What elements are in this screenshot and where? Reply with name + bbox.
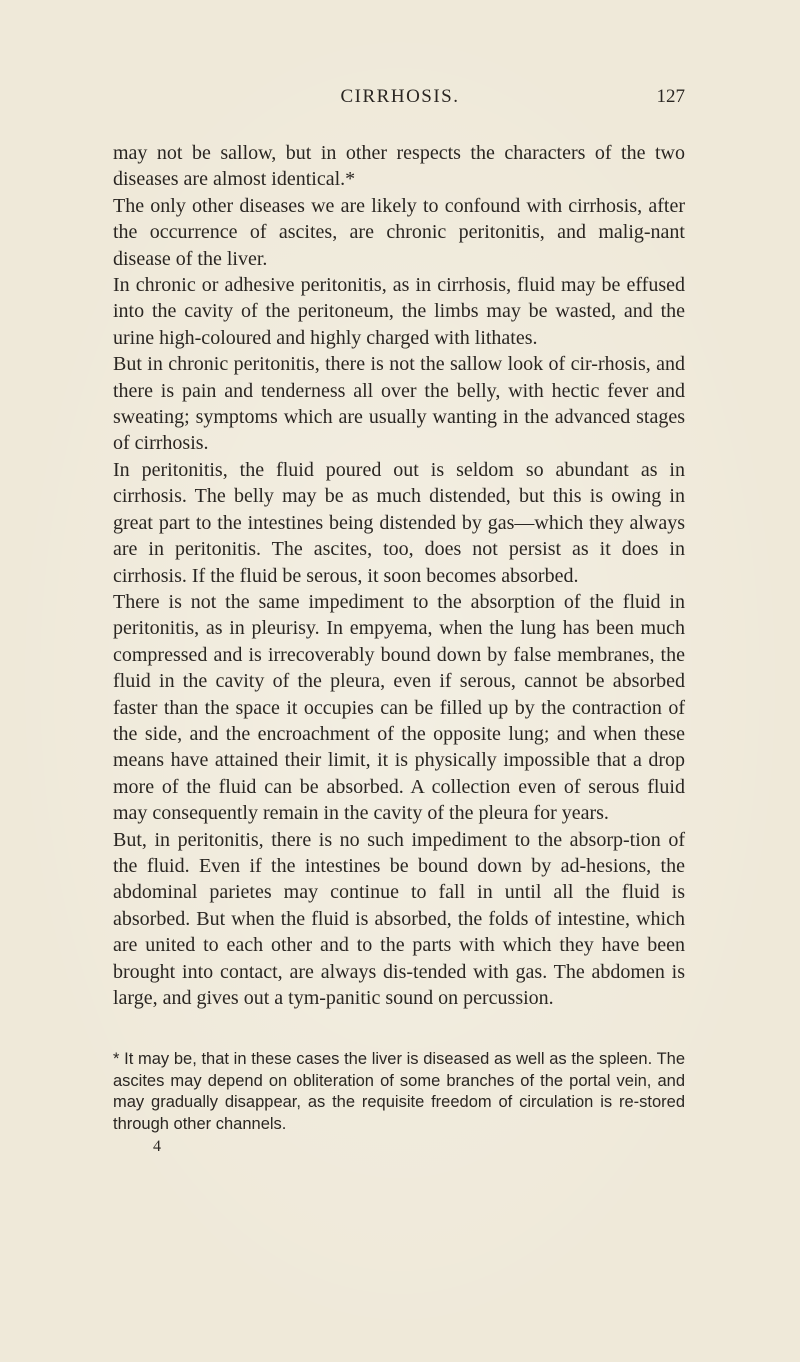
page-header [115,86,685,116]
paragraph: In peritonitis, the fluid poured out is seldom so abundant as in cirrhosis. The belly may be as much distended, but this is owing in great part to the intestines being distended by gas—which they always are in peritonitis. The ascites, too, does not persist as it does in cirrhosis. If the fluid be serous, it soon becomes absorbed. [113,458,685,587]
body-text [113,140,685,1011]
page-number: 127 [656,86,685,107]
signature-mark: 4 [153,1138,161,1155]
paragraph: But in chronic peritonitis, there is not the sallow look of cir-rhosis, and there is pain and tenderness all over the belly, with hectic fever and sweating; symptoms which are usually wanting in the advanced stages of cirrhosis. [113,353,685,455]
paragraph: In chronic or adhesive peritonitis, as in cirrhosis, fluid may be effused into the cavity of the peritoneum, the limbs may be wasted, and the urine high-coloured and highly charged with lithates. [113,274,685,349]
footnote-text: * It may be, that in these cases the liver is diseased as well as the spleen. The ascites may depend on obliteration of some branches of the portal vein, and may gradually disappear, as the requisite freedom of circulation is re-stored through other channels. [113,1050,685,1133]
running-head: CIRRHOSIS. [340,86,460,107]
footnote [113,1049,685,1135]
paragraph: There is not the same impediment to the absorption of the fluid in peritonitis, as in pleurisy. In empyema, when the lung has been much compressed and is irrecoverably bound down by false membranes, the fluid in the cavity of the pleura, even if serous, cannot be absorbed faster than the space it occupies can be filled up by the contraction of the side, and the encroachment of the opposite lung; and when these means have attained their limit, it is physically impossible that a drop more of the fluid can be absorbed. A collection even of serous fluid may consequently remain in the cavity of the pleura for years. [113,590,685,825]
paragraph: The only other diseases we are likely to confound with cirrhosis, after the occurrence of ascites, are chronic peritonitis, and malig-nant disease of the liver. [113,194,685,270]
paragraph: But, in peritonitis, there is no such impediment to the absorp-tion of the fluid. Even if the intestines be bound down by ad-hesions, the abdominal parietes may continue to fall in until all the fluid is absorbed. But when the fluid is absorbed, the folds of intestine, which are united to each other and to the parts with which they have been brought into contact, are always dis-tended with gas. The abdomen is large, and gives out a tym-panitic sound on percussion. [113,828,685,1009]
paragraph-continuation: may not be sallow, but in other respects the characters of the two diseases are almost identical.* [113,142,685,191]
